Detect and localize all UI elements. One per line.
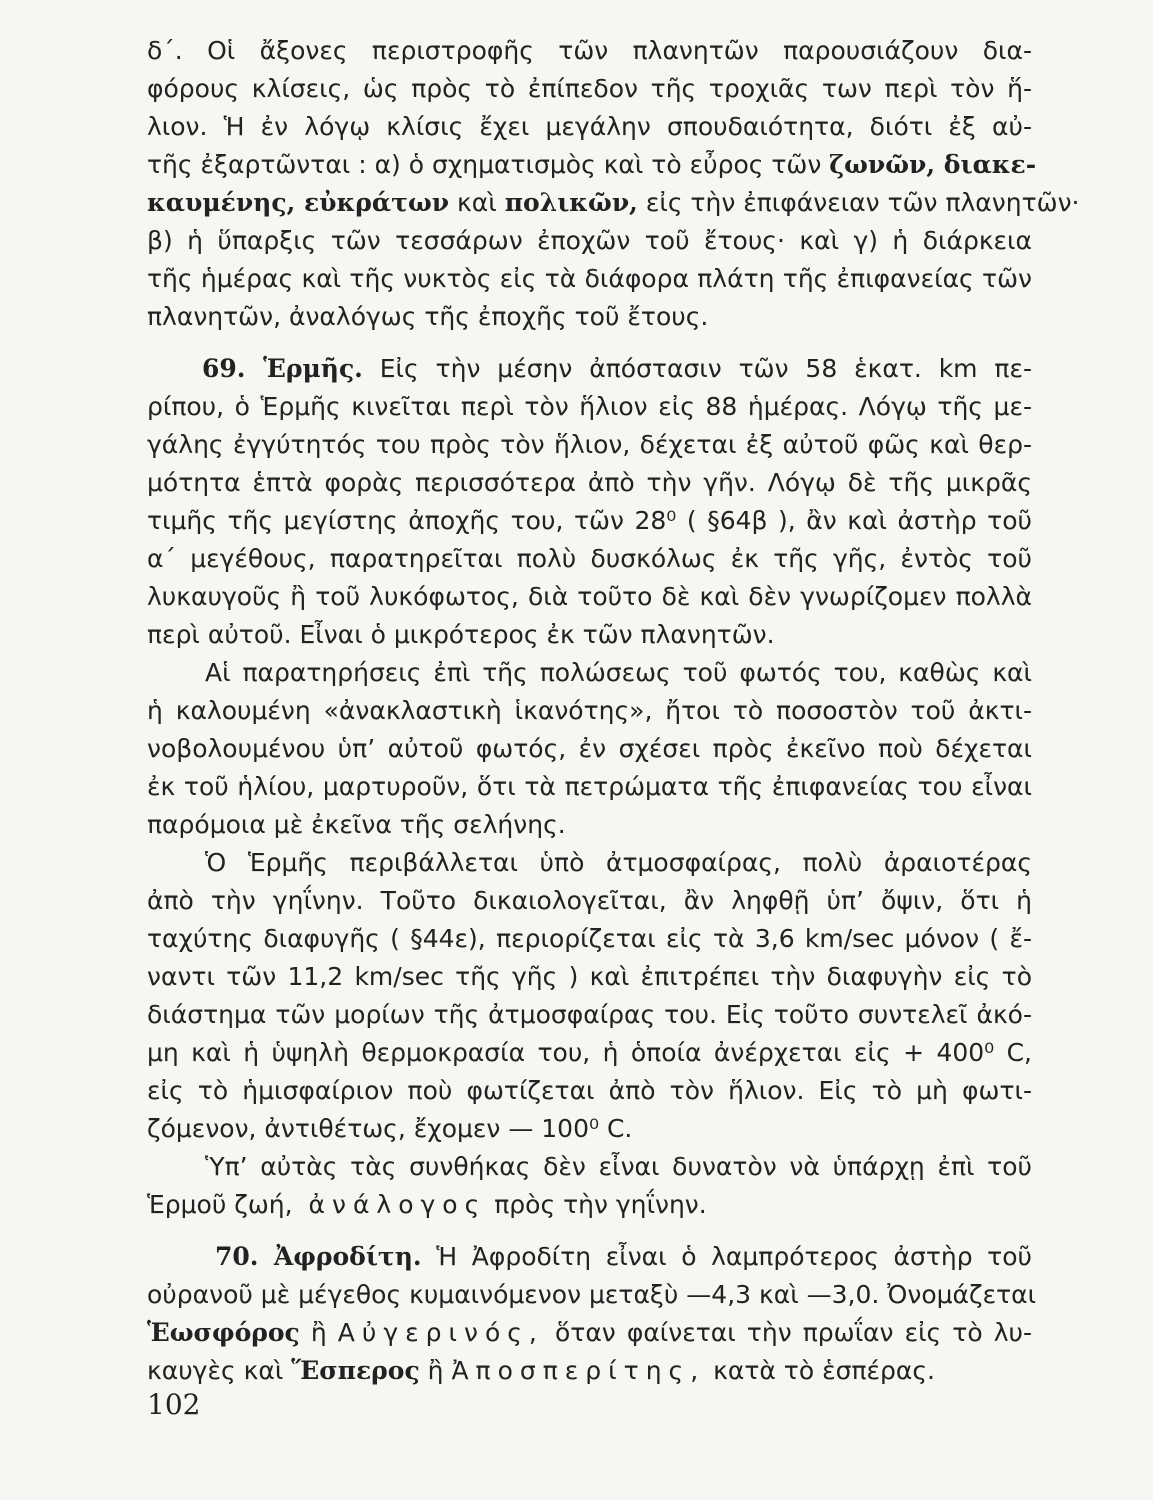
- text-line: α΄ μεγέθους, παρατηρεῖται πολὺ δυσκόλως ἐκ τῆς γῆς, ἐντὸς τοῦ: [147, 544, 1032, 573]
- text-span: καὶ: [457, 188, 497, 217]
- text-line: Ὁ Ἑρμῆς περιβάλλεται ὑπὸ ἀτμοσφαίρας, πολὺ ἀραιοτέρας: [205, 848, 1032, 877]
- text-line: [147, 350, 1032, 388]
- text-line: τιμῆς τῆς μεγίστης ἀποχῆς του, τῶν 28⁰ ( §64β ), ἂν καὶ ἀστὴρ τοῦ: [147, 506, 1032, 535]
- text-line: νοβολουμένου ὑπ’ αὐτοῦ φωτός, ἐν σχέσει πρὸς ἐκεῖνο ποὺ δέχεται: [147, 734, 1032, 763]
- text-line: Αἱ παρατηρήσεις ἐπὶ τῆς πολώσεως τοῦ φωτός του, καθὼς καὶ: [205, 658, 1032, 687]
- bold-term: καυμένης, εὐκράτων: [147, 188, 450, 217]
- bold-term: Ἕσπερος: [291, 1356, 420, 1385]
- text-line: λιον. Ἡ ἐν λόγῳ κλίσις ἔχει μεγάλην σπουδαιότητα, διότι ἐξ αὐ-: [147, 112, 1032, 141]
- spaced-term: ἀνάλογος: [308, 1190, 487, 1219]
- text-span: τῆς ἐξαρτῶνται : α) ὁ σχηματισμὸς καὶ τὸ εὖρος τῶν: [147, 150, 822, 179]
- bold-term: Ἑωσφόρος: [147, 1318, 300, 1347]
- text-span: πρὸς τὴν γηΐνην.: [494, 1190, 707, 1219]
- text-line: λυκαυγοῦς ἢ τοῦ λυκόφωτος, διὰ τοῦτο δὲ καὶ δὲν γνωρίζομεν πολλὰ: [147, 582, 1032, 611]
- text-span: ὅταν φαίνεται τὴν πρωΐαν εἰς τὸ λυ-: [554, 1318, 1032, 1347]
- bold-term: πολικῶν,: [504, 188, 638, 217]
- text-line: [147, 1314, 1032, 1352]
- text-line: [147, 1352, 1032, 1390]
- page-number: 102: [147, 1388, 201, 1421]
- text-line: μότητα ἑπτὰ φορὰς περισσότερα ἀπὸ τὴν γῆν. Λόγῳ δὲ τῆς μικρᾶς: [147, 468, 1032, 497]
- text-line: πλανητῶν, ἀναλόγως τῆς ἐποχῆς τοῦ ἔτους.: [147, 302, 709, 331]
- text-span: κατὰ τὸ ἑσπέρας.: [713, 1356, 935, 1385]
- text-span: Ἑρμοῦ ζωή,: [147, 1190, 293, 1219]
- text-line: ἡ καλουμένη «ἀνακλαστικὴ ἱκανότης», ἤτοι τὸ ποσοστὸν τοῦ ἀκτι-: [147, 696, 1032, 725]
- text-line: ἀπὸ τὴν γηΐνην. Τοῦτο δικαιολογεῖται, ἂν ληφθῇ ὑπ’ ὄψιν, ὅτι ἡ: [147, 886, 1032, 915]
- text-span: ἢ: [310, 1318, 327, 1347]
- text-line: ζόμενον, ἀντιθέτως, ἔχομεν — 100⁰ C.: [147, 1114, 633, 1143]
- text-line: δ΄. Οἱ ἄξονες περιστροφῆς τῶν πλανητῶν παρουσιάζουν δια-: [147, 36, 1032, 65]
- section-heading: 70. Ἀφροδίτη.: [215, 1242, 422, 1271]
- text-span: Εἰς τὴν μέσην ἀπόστασιν τῶν 58 ἑκατ. km πε-: [379, 354, 1032, 383]
- text-line: [147, 1186, 1032, 1224]
- text-span: εἰς τὴν ἐπιφάνειαν τῶν πλανητῶν·: [645, 188, 1080, 217]
- text-line: φόρους κλίσεις, ὡς πρὸς τὸ ἐπίπεδον τῆς τροχιᾶς των περὶ τὸν ἥ-: [147, 74, 1032, 103]
- text-line: ναντι τῶν 11,2 km/sec τῆς γῆς ) καὶ ἐπιτρέπει τὴν διαφυγὴν εἰς τὸ: [147, 962, 1032, 991]
- text-line: [147, 184, 1080, 222]
- text-line: μη καὶ ἡ ὑψηλὴ θερμοκρασία του, ἡ ὁποία ἀνέρχεται εἰς + 400⁰ C,: [147, 1038, 1032, 1067]
- text-span: καυγὲς καὶ: [147, 1356, 284, 1385]
- text-line: Ὑπ’ αὐτὰς τὰς συνθήκας δὲν εἶναι δυνατὸν νὰ ὑπάρχῃ ἐπὶ τοῦ: [205, 1152, 1032, 1181]
- text-line: διάστημα τῶν μορίων τῆς ἀτμοσφαίρας του. Εἰς τοῦτο συντελεῖ ἀκό-: [147, 1000, 1032, 1029]
- text-line: β) ἡ ὕπαρξις τῶν τεσσάρων ἐποχῶν τοῦ ἔτους· καὶ γ) ἡ διάρκεια: [147, 226, 1032, 255]
- text-line: γάλης ἐγγύτητός του πρὸς τὸν ἥλιον, δέχεται ἐξ αὐτοῦ φῶς καὶ θερ-: [147, 430, 1032, 459]
- bold-term: ζωνῶν, διακε-: [829, 150, 1037, 179]
- spaced-term: Ἀποσπερίτης,: [451, 1356, 706, 1385]
- text-line: οὐρανοῦ μὲ μέγεθος κυμαινόμενον μεταξὺ —4,3 καὶ —3,0. Ὀνομάζεται: [147, 1280, 1037, 1309]
- text-line: ἐκ τοῦ ἡλίου, μαρτυροῦν, ὅτι τὰ πετρώματα τῆς ἐπιφανείας του εἶναι: [147, 772, 1032, 801]
- text-line: περὶ αὐτοῦ. Εἶναι ὁ μικρότερος ἐκ τῶν πλανητῶν.: [147, 620, 775, 649]
- text-line: ρίπου, ὁ Ἑρμῆς κινεῖται περὶ τὸν ἥλιον εἰς 88 ἡμέρας. Λόγῳ τῆς με-: [147, 392, 1032, 421]
- section-heading: 69. Ἑρμῆς.: [202, 354, 363, 383]
- text-line: τῆς ἡμέρας καὶ τῆς νυκτὸς εἰς τὰ διάφορα πλάτη τῆς ἐπιφανείας τῶν: [147, 264, 1032, 293]
- text-line: [147, 146, 1037, 184]
- text-span: ἢ: [427, 1356, 444, 1385]
- spaced-term: Αὐγερινός,: [337, 1318, 544, 1347]
- text-line: ταχύτης διαφυγῆς ( §44ε), περιορίζεται εἰς τὰ 3,6 km/sec μόνον ( ἔ-: [147, 924, 1032, 953]
- text-line: παρόμοια μὲ ἐκεῖνα τῆς σελήνης.: [147, 810, 566, 839]
- text-line: εἰς τὸ ἡμισφαίριον ποὺ φωτίζεται ἀπὸ τὸν ἥλιον. Εἰς τὸ μὴ φωτι-: [147, 1076, 1032, 1105]
- text-line: [147, 1238, 1032, 1276]
- text-span: Ἡ Ἀφροδίτη εἶναι ὁ λαμπρότερος ἀστὴρ τοῦ: [436, 1242, 1032, 1271]
